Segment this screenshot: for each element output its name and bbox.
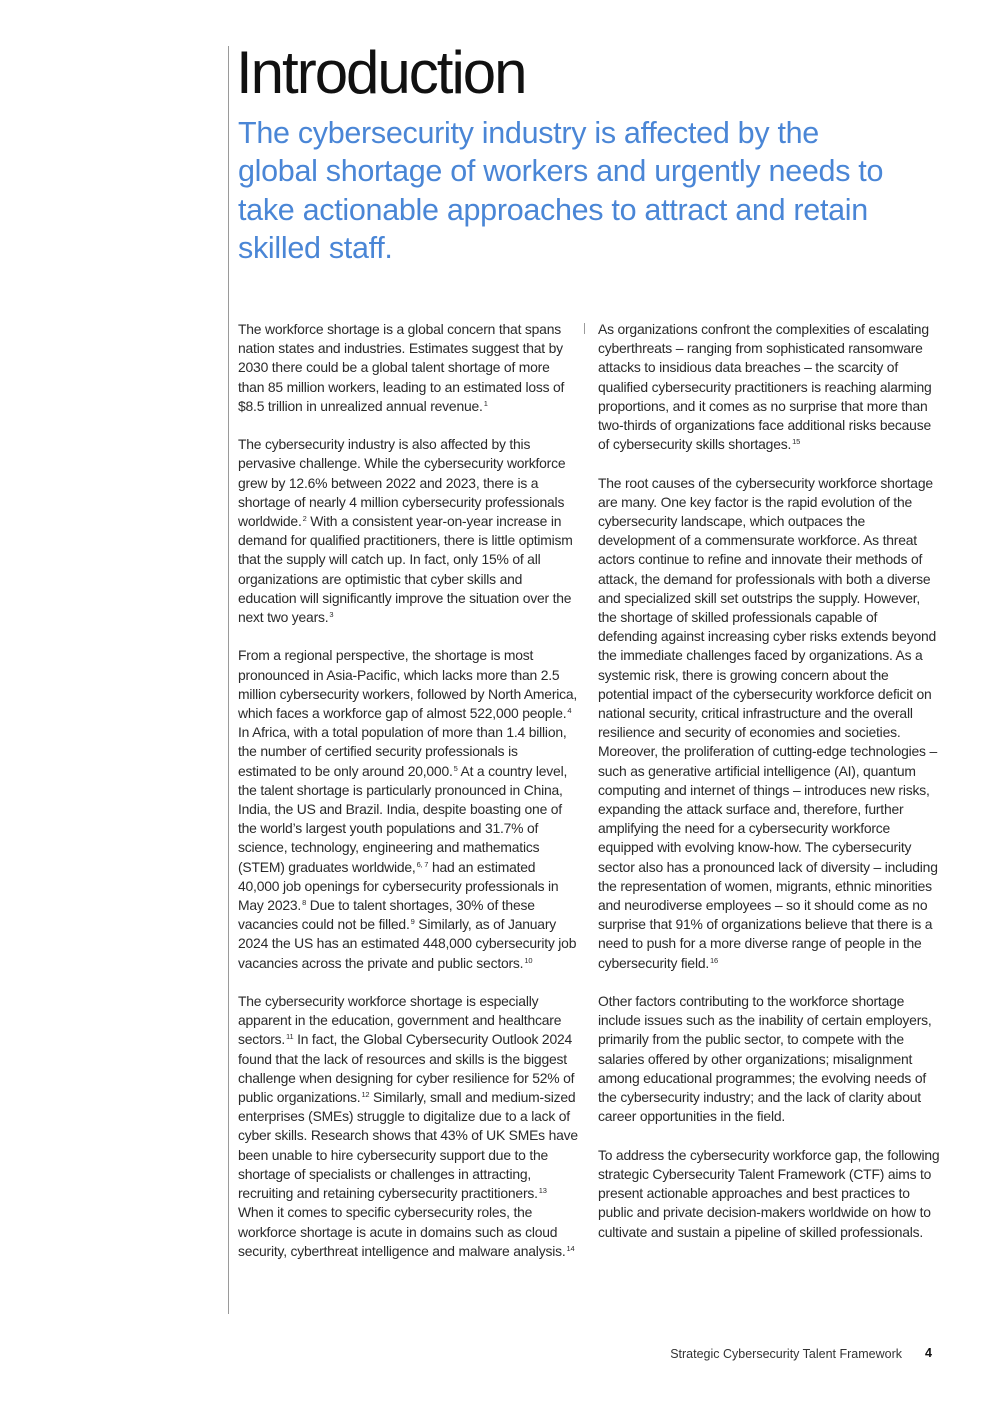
footnote-reference: 4 — [567, 706, 572, 716]
body-paragraph — [598, 474, 940, 973]
footnote-reference: 9 — [410, 917, 415, 927]
right-column — [598, 320, 940, 1261]
paragraph-text: The root causes of the cybersecurity workforce shortage are many. One key factor is the rapid evolution of the cybersecurity landscape, which outpaces the development of a commensurate workforce. As threat actors continue to refine and innovate their methods of attack, the demand for professionals with both a diverse and specialized skill set outstrips the supply. However, the shortage of skilled professionals capable of defending against increasing cyber risks extends beyond the immediate challenges faced by organizations. As a systemic risk, there is growing concern about the potential impact of the cybersecurity workforce deficit on national security, critical infrastructure and the overall resilience and security of economies and societies. Moreover, the proliferation of cutting-edge technologies – such as generative artificial intelligence (AI), quantum computing and internet of things – introduces new risks, expanding the attack surface and, therefore, further amplifying the need for a cybersecurity workforce equipped with evolving know-how. The cybersecurity sector also has a pronounced lack of diversity – including the representation of women, migrants, ethnic minorities and neurodiverse employees – so it should come as no surprise that 91% of organizations believe that there is a need to push for a more diverse range of people in the cybersecurity field. — [598, 474, 938, 971]
paragraph-text: In fact, the Global Cybersecurity Outlook 2024 found that the lack of resources and skills is the biggest challenge when designing for cyber resilience for 52% of public organizations. — [238, 1031, 575, 1106]
left-column — [238, 320, 578, 1280]
paragraph-text: From a regional perspective, the shortage is most pronounced in Asia-Pacific, which lacks more than 2.5 million cybersecurity workers, followed by North America, which faces a workforce gap of almost 522,000 people. — [238, 647, 578, 722]
column-divider — [584, 323, 585, 334]
paragraph-text: With a consistent year-on-year increase in demand for qualified practitioners, there is little optimism that the supply will catch up. In fact, only 15% of all organizations are optimistic that cyber skills and education will significantly improve the situation over the next two years. — [238, 513, 573, 626]
footnote-reference: 16 — [710, 955, 718, 965]
paragraph-text: When it comes to specific cybersecurity roles, the workforce shortage is acute in domains such as cloud security, cyberthreat intelligence and malware analysis. — [238, 1204, 566, 1259]
paragraph-text: Due to talent shortages, 30% of these vacancies could not be filled. — [238, 897, 535, 933]
paragraph-text: At a country level, the talent shortage is particularly pronounced in China, India, the US and Brazil. India, despite boasting one of the world’s largest youth populations and 31.7% of science, technology, engineering and mathematics (STEM) graduates worldwide, — [238, 762, 568, 875]
paragraph-text: In Africa, with a total population of more than 1.4 billion, the number of certified security professionals is estimated to be only around 20,000. — [238, 724, 567, 779]
footnote-reference: 12 — [361, 1090, 370, 1100]
footnote-reference: 5 — [453, 763, 458, 773]
footnote-reference: 3 — [329, 610, 334, 620]
footnote-reference: 15 — [792, 437, 801, 447]
lede-paragraph: The cybersecurity industry is affected by the global shortage of workers and urgently needs to take actionable approaches to attract and retain skilled staff. — [238, 116, 884, 265]
paragraph-text: The workforce shortage is a global concern that spans nation states and industries. Estimates suggest that by 2030 there could be a global talent shortage of more than 85 million workers, leading to an estimated loss of $8.5 trillion in unrealized annual revenue. — [238, 321, 565, 414]
footer-page-number: 4 — [925, 1346, 932, 1360]
body-paragraph — [238, 992, 578, 1261]
paragraph-text: had an estimated 40,000 job openings for cybersecurity professionals in May 2023. — [238, 858, 559, 914]
paragraph-text: Similarly, small and medium-sized enterprises (SMEs) struggle to digitalize due to a lack of cyber skills. Research shows that 43% of UK SMEs have been unable to hire cybersecurity support due to the shortage of specialists or challenges in attracting, recruiting and retaining cybersecurity practitioners. — [238, 1089, 578, 1202]
footnote-reference: 8 — [302, 898, 307, 908]
paragraph-text: The cybersecurity workforce shortage is especially apparent in the education, government and healthcare sectors. — [238, 993, 562, 1048]
footnote-reference: 13 — [538, 1186, 547, 1196]
vertical-rule — [228, 46, 229, 1314]
paragraph-text: Similarly, as of January 2024 the US has an estimated 448,000 cybersecurity job vacancies across the private and public sectors. — [238, 916, 577, 971]
paragraph-text: The cybersecurity industry is also affected by this pervasive challenge. While the cybersecurity workforce grew by 12.6% between 2022 and 2023, there is a shortage of nearly 4 million cybersecurity professionals worldwide. — [238, 436, 566, 530]
footnote-reference: 2 — [302, 514, 307, 524]
body-paragraph — [238, 646, 578, 972]
footnote-reference: 10 — [524, 955, 533, 965]
footnote-reference: 14 — [566, 1243, 575, 1253]
footer-document-title: Strategic Cybersecurity Talent Framework — [670, 1347, 902, 1361]
body-paragraph — [238, 435, 578, 627]
paragraph-text: To address the cybersecurity workforce gap, the following strategic Cybersecurity Talent Framework (CTF) aims to present actionable approaches and best practices to public and private decision-makers worldwide on how to cultivate and sustain a pipeline of skilled professionals. — [598, 1146, 940, 1240]
paragraph-text: Other factors contributing to the workforce shortage include issues such as the inability of certain employers, primarily from the public sector, to compete with the salaries offered by other organizations; misalignment among educational programmes; the evolving needs of the cybersecurity industry; and the lack of clarity about career opportunities in the field. — [598, 993, 932, 1125]
body-paragraph — [598, 320, 940, 454]
footnote-reference: 6, 7 — [416, 859, 429, 869]
footnote-reference: 1 — [483, 398, 488, 408]
footnote-reference: 11 — [286, 1032, 294, 1042]
body-paragraph — [238, 320, 578, 416]
body-paragraph — [598, 992, 940, 1126]
body-paragraph — [598, 1146, 940, 1242]
paragraph-text: As organizations confront the complexities of escalating cyberthreats – ranging from sophisticated ransomware attacks to insidious data breaches – the scarcity of qualified cybersecurity practitioners is reaching alarming proportions, and it comes as no surprise that more than two-thirds of organizations face additional risks because of cybersecurity skills shortages. — [598, 321, 932, 453]
page-title: Introduction — [236, 39, 526, 106]
